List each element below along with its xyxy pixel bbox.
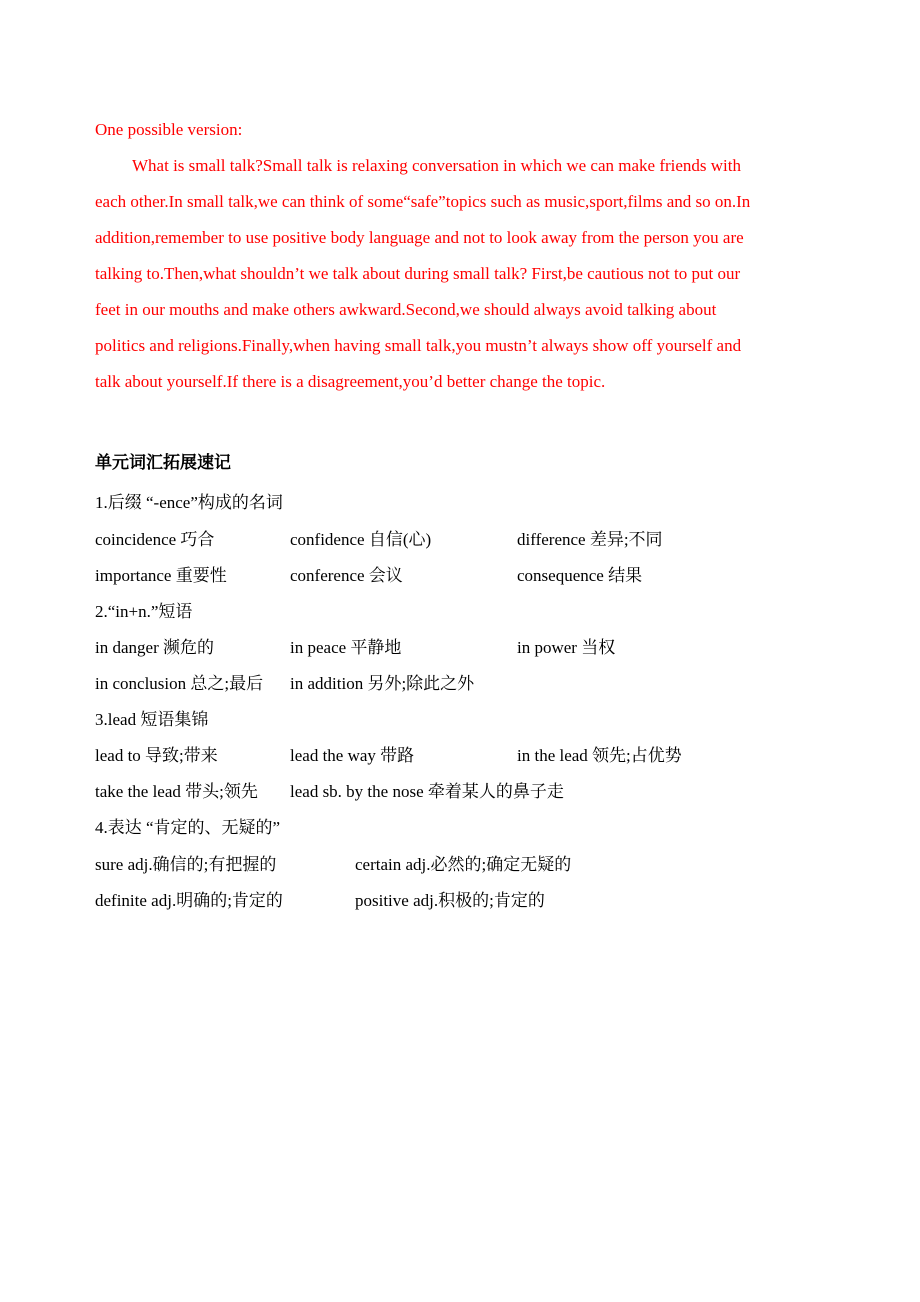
vocab-item: lead to 导致;带来 bbox=[95, 746, 218, 765]
vocab-item: lead sb. by the nose 牵着某人的鼻子走 bbox=[290, 782, 564, 801]
essay-line: feet in our mouths and make others awkward.Second,we should always avoid talking about bbox=[95, 300, 717, 319]
vocab-item: in the lead 领先;占优势 bbox=[517, 746, 682, 765]
vocab-item: importance 重要性 bbox=[95, 566, 227, 585]
vocab-item: in danger 濒危的 bbox=[95, 638, 214, 657]
vocab-item: in addition 另外;除此之外 bbox=[290, 674, 475, 693]
vocab-item: in peace 平静地 bbox=[290, 638, 402, 657]
essay-line: talking to.Then,what shouldn’t we talk about during small talk? First,be cautious not to put our bbox=[95, 264, 741, 283]
section-title: 4.表达 “肯定的、无疑的” bbox=[95, 818, 281, 837]
essay-heading: One possible version: bbox=[95, 120, 243, 139]
section-title: 1.后缀 “-ence”构成的名词 bbox=[95, 493, 283, 512]
essay-line: politics and religions.Finally,when having small talk,you mustn’t always show off yourself and bbox=[95, 336, 742, 355]
vocab-item: difference 差异;不同 bbox=[517, 530, 663, 549]
essay-line: addition,remember to use positive body language and not to look away from the person you are bbox=[95, 228, 744, 247]
essay-line: each other.In small talk,we can think of some“safe”topics such as music,sport,films and so on.In bbox=[95, 192, 751, 211]
essay-line: What is small talk?Small talk is relaxing conversation in which we can make friends with bbox=[132, 156, 742, 175]
vocab-item: consequence 结果 bbox=[517, 566, 643, 585]
vocab-item: in power 当权 bbox=[517, 638, 616, 657]
vocab-item: definite adj.明确的;肯定的 bbox=[95, 891, 283, 910]
essay-line: talk about yourself.If there is a disagreement,you’d better change the topic. bbox=[95, 372, 606, 391]
vocab-item: lead the way 带路 bbox=[290, 746, 415, 765]
vocab-item: confidence 自信(心) bbox=[290, 530, 432, 549]
section-title: 2.“in+n.”短语 bbox=[95, 602, 193, 621]
vocab-item: conference 会议 bbox=[290, 566, 403, 585]
vocab-item: sure adj.确信的;有把握的 bbox=[95, 855, 277, 874]
vocab-item: positive adj.积极的;肯定的 bbox=[355, 891, 545, 910]
section-title: 3.lead 短语集锦 bbox=[95, 710, 209, 729]
vocab-item: in conclusion 总之;最后 bbox=[95, 674, 264, 693]
vocab-item: take the lead 带头;领先 bbox=[95, 782, 258, 801]
vocab-title: 单元词汇拓展速记 bbox=[95, 453, 231, 473]
vocab-item: certain adj.必然的;确定无疑的 bbox=[355, 855, 572, 874]
vocab-item: coincidence 巧合 bbox=[95, 530, 215, 549]
